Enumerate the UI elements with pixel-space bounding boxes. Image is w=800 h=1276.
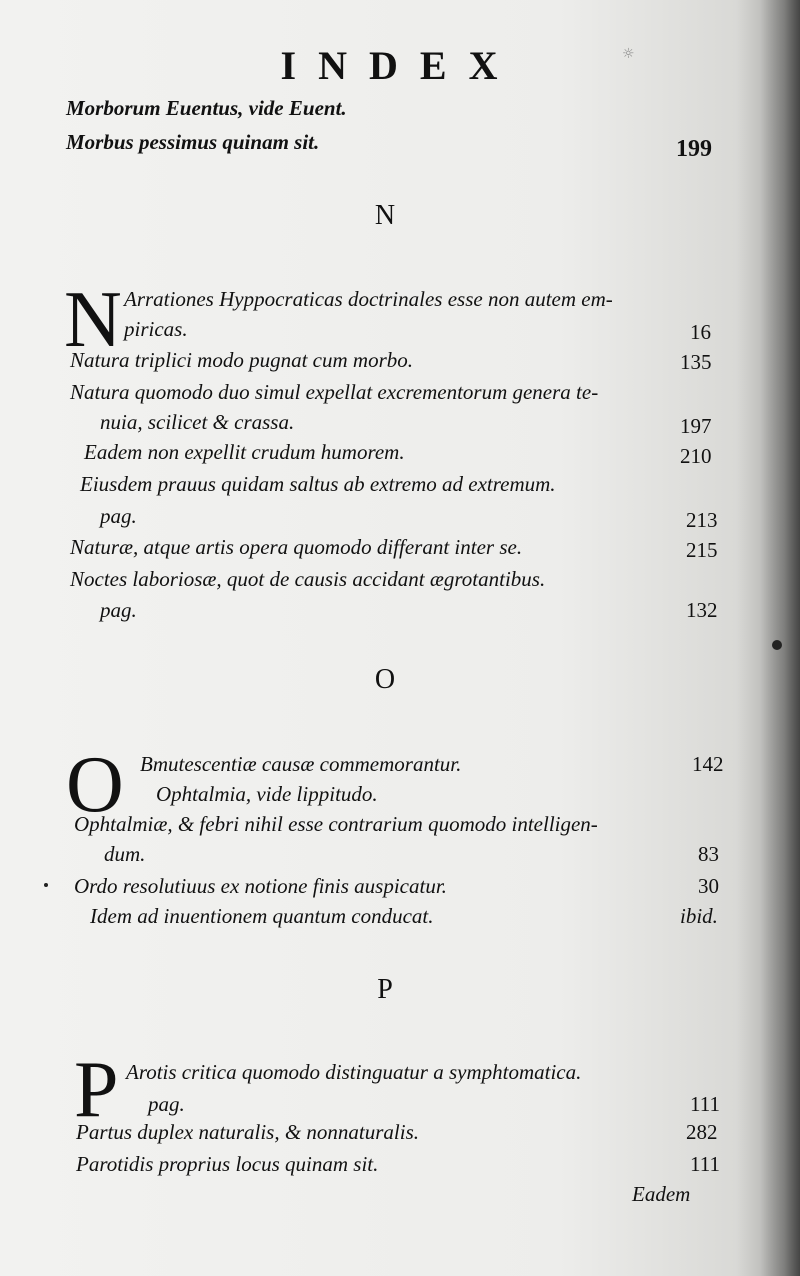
index-entry-cont: nuia, scilicet & crassa. xyxy=(100,410,295,434)
index-entry-cont: pag. xyxy=(148,1092,185,1116)
index-entry: Arotis critica quomodo distinguatur a symphtomatica. xyxy=(126,1060,582,1084)
drop-cap-p: P xyxy=(74,1046,119,1134)
catchword: Eadem xyxy=(632,1182,691,1206)
page-number: 111 xyxy=(690,1152,720,1176)
index-entry: Natura triplici modo pugnat cum morbo. xyxy=(70,348,414,372)
page-gutter-shadow xyxy=(760,0,800,1276)
page-number: 83 xyxy=(698,842,719,866)
index-entry: Morborum Euentus, vide Euent. xyxy=(66,96,347,120)
drop-cap-o: O xyxy=(66,741,124,829)
index-entry: Arrationes Hyppocraticas doctrinales esse non autem em- xyxy=(124,287,613,311)
index-entry-cont: piricas. xyxy=(124,317,188,341)
ink-spot-icon xyxy=(772,640,782,650)
index-entry: Idem ad inuentionem quantum conducat. xyxy=(90,904,434,928)
index-entry: Natura quomodo duo simul expellat excrementorum genera te- xyxy=(70,380,599,404)
index-entry: Eadem non expellit crudum humorem. xyxy=(84,440,405,464)
index-entry: Parotidis proprius locus quinam sit. xyxy=(76,1152,379,1176)
index-entry: Ordo resolutiuus ex notione finis auspicatur. xyxy=(74,874,447,898)
page-number: ibid. xyxy=(680,904,718,928)
page-number: 16 xyxy=(690,320,711,344)
page-number: 199 xyxy=(676,136,712,162)
section-letter-n: N xyxy=(374,200,396,231)
ink-spot-icon xyxy=(44,883,48,887)
section-letter-p: P xyxy=(377,974,393,1005)
page-number: 142 xyxy=(692,752,724,776)
index-entry: Naturæ, atque artis opera quomodo differant inter se. xyxy=(70,535,523,559)
page-number: 213 xyxy=(686,508,718,532)
drop-cap-n: N xyxy=(64,276,122,364)
page-number: 111 xyxy=(690,1092,720,1116)
page-number: 30 xyxy=(698,874,719,898)
bleed-through-text xyxy=(80,90,720,1190)
index-entry: Ophtalmiæ, & febri nihil esse contrarium quomodo intelligen- xyxy=(74,812,598,836)
page-number: 135 xyxy=(680,350,712,374)
page-number: 197 xyxy=(680,414,712,438)
index-entry: Ophtalmia, vide lippitudo. xyxy=(156,782,378,806)
page-number: 282 xyxy=(686,1120,718,1144)
index-entry-cont: dum. xyxy=(104,842,146,866)
page-number: 210 xyxy=(680,444,712,468)
index-entry: Morbus pessimus quinam sit. xyxy=(66,130,320,154)
section-letter-o: O xyxy=(374,664,396,695)
ink-mark-icon: ☼ xyxy=(622,46,635,62)
page-number: 215 xyxy=(686,538,718,562)
index-entry: Eiusdem prauus quidam saltus ab extremo ad extremum. xyxy=(80,472,556,496)
page-header: INDEX xyxy=(280,43,520,88)
index-entry: Partus duplex naturalis, & nonnaturalis. xyxy=(76,1120,420,1144)
index-entry-cont: pag. xyxy=(100,598,137,622)
index-entry: Noctes laboriosæ, quot de causis accidant ægrotantibus. xyxy=(70,567,546,591)
page-number: 132 xyxy=(686,598,718,622)
index-entry-cont: pag. xyxy=(100,504,137,528)
index-entry: Bmutescentiæ causæ commemorantur. xyxy=(140,752,462,776)
